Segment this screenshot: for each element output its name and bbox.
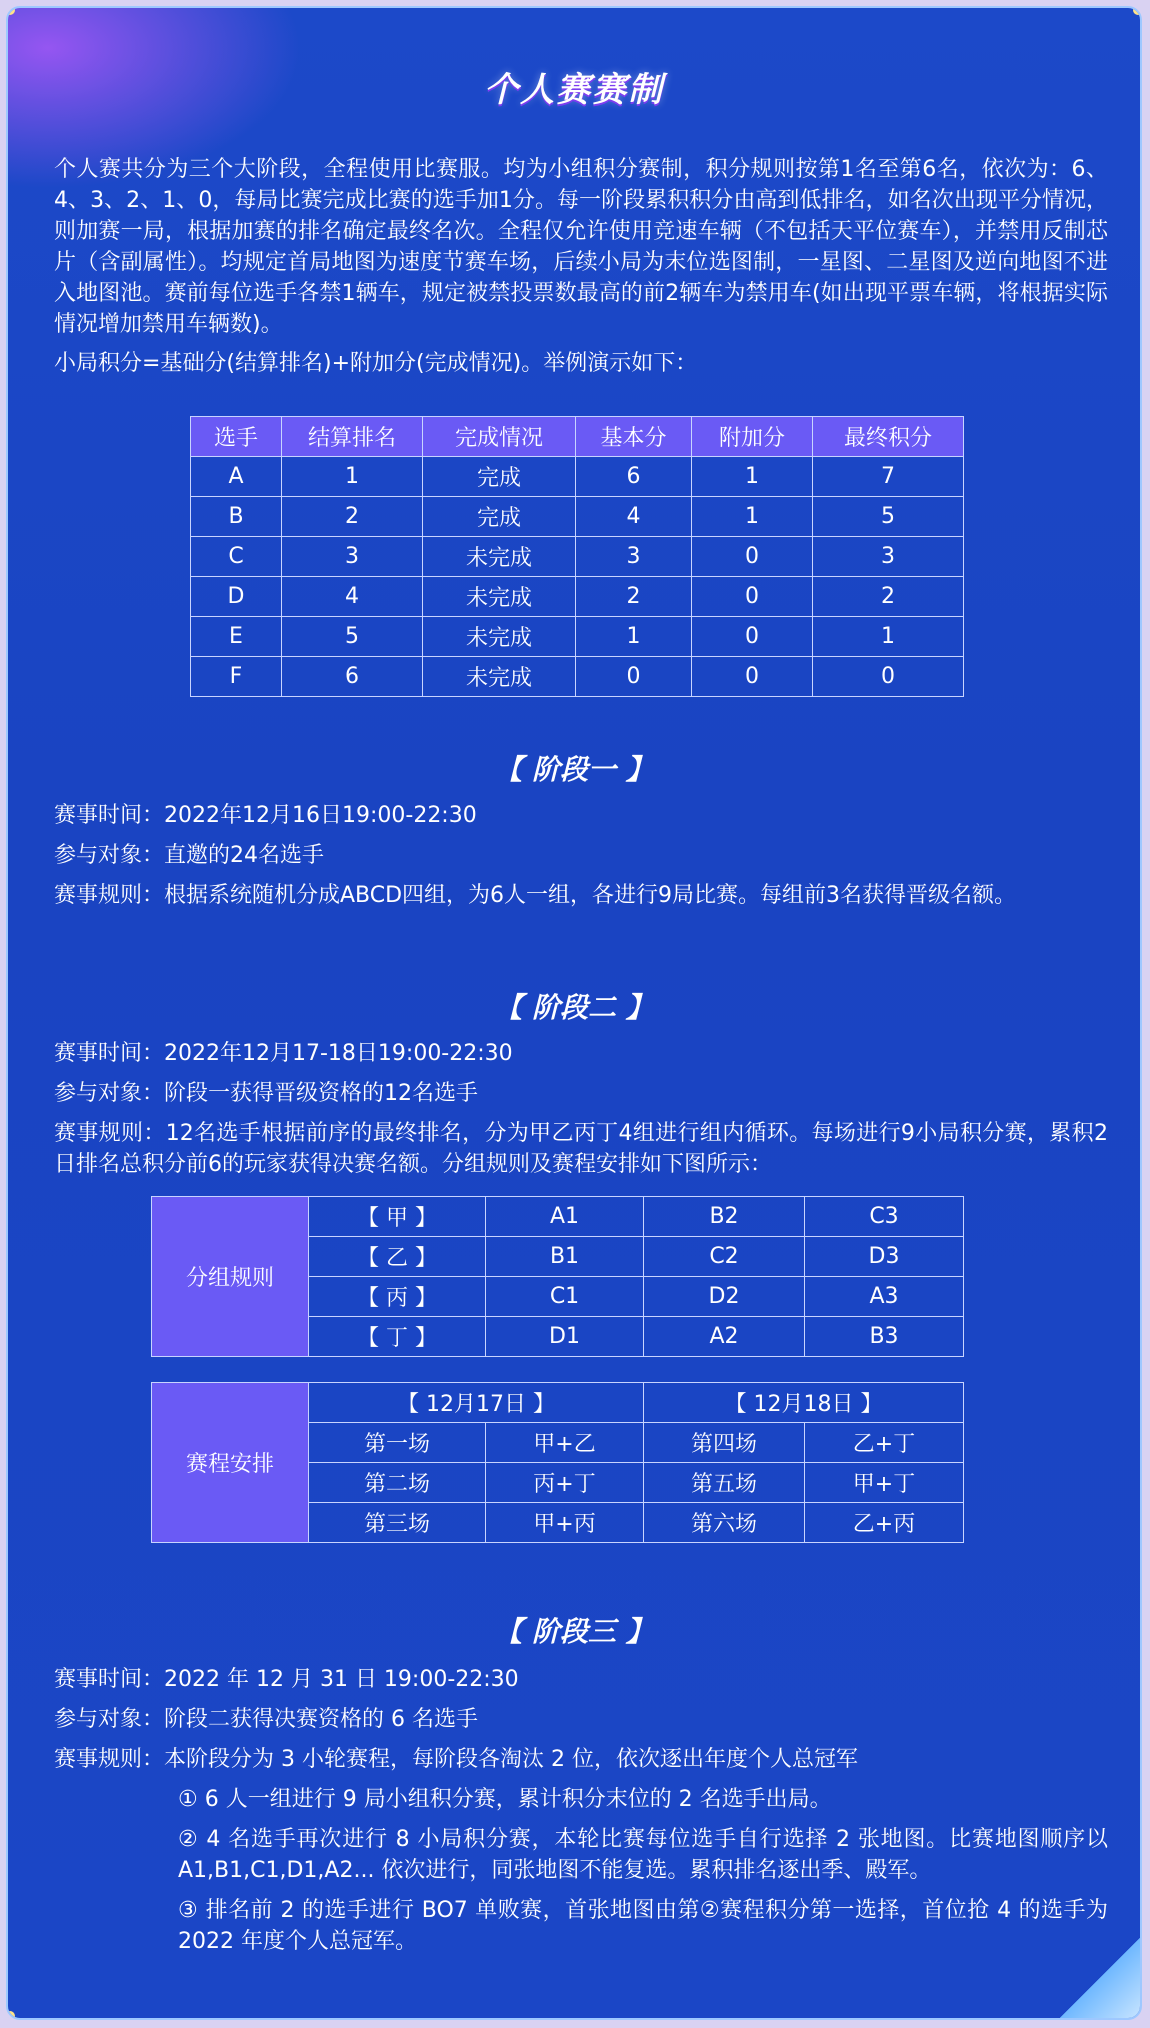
table-cell: 5 bbox=[813, 497, 964, 537]
intro-paragraph: 个人赛共分为三个大阶段，全程使用比赛服。均为小组积分赛制，积分规则按第1名至第6名，依次为：6、4、3、2、1、0，每局比赛完成比赛的选手加1分。每一阶段累积积分由高到低排名，如名次出现平分情况，则加赛一局，根据加赛的排名确定最终名次。全程仅允许使用竞速车辆（不包括天平位赛车），并禁用反制芯片（含副属性）。均规定首局地图为速度节赛车场，后续小局为末位选图制，一星图、二星图及逆向地图不进入地图池。赛前每位选手各禁1辆车，规定被禁投票数最高的前2辆车为禁用车(如出现平票车辆，将根据实际情况增加禁用车辆数)。 bbox=[54, 157, 1108, 337]
stage1-participants: 参与对象：直邀的24名选手 bbox=[54, 843, 324, 868]
table-cell: 完成 bbox=[423, 497, 576, 537]
table-cell: 0 bbox=[576, 657, 692, 697]
table-row bbox=[152, 1383, 964, 1423]
table-cell: 甲+丙 bbox=[486, 1503, 644, 1543]
group-table bbox=[151, 1196, 964, 1357]
table-cell: 第一场 bbox=[309, 1423, 486, 1463]
table-cell: 2 bbox=[576, 577, 692, 617]
table-cell: 1 bbox=[692, 457, 813, 497]
stage2-section bbox=[54, 1038, 1108, 1180]
table-cell: 甲+乙 bbox=[486, 1423, 644, 1463]
table-cell: B bbox=[191, 497, 282, 537]
table-cell: C1 bbox=[486, 1277, 644, 1317]
column-header: 基本分 bbox=[576, 417, 692, 457]
table-cell: 未完成 bbox=[423, 537, 576, 577]
table-cell: 甲+丁 bbox=[805, 1463, 964, 1503]
stage1-rules: 赛事规则：根据系统随机分成ABCD四组，为6人一组，各进行9局比赛。每组前3名获得晋级名额。 bbox=[54, 883, 1017, 908]
table-row bbox=[191, 657, 964, 697]
column-header: 选手 bbox=[191, 417, 282, 457]
stage2-time: 赛事时间：2022年12月17-18日19:00-22:30 bbox=[54, 1041, 513, 1066]
page-frame bbox=[6, 6, 1142, 2020]
table-cell: 【 甲 】 bbox=[309, 1197, 486, 1237]
table-cell: 0 bbox=[692, 617, 813, 657]
table-cell: 0 bbox=[692, 537, 813, 577]
table-cell: A3 bbox=[805, 1277, 964, 1317]
table-cell: D2 bbox=[644, 1277, 805, 1317]
table-cell: 3 bbox=[282, 537, 423, 577]
column-header: 结算排名 bbox=[282, 417, 423, 457]
table-row bbox=[191, 497, 964, 537]
corner-dot bbox=[1133, 6, 1142, 15]
stage3-item: ① 6 人一组进行 9 局小组积分赛，累计积分末位的 2 名选手出局。 bbox=[178, 1787, 832, 1812]
table-cell: 6 bbox=[576, 457, 692, 497]
stage3-rules: 赛事规则：本阶段分为 3 小轮赛程，每阶段各淘汰 2 位，依次逐出年度个人总冠军 bbox=[54, 1747, 858, 1772]
page-title: 个人赛赛制 bbox=[484, 70, 664, 110]
stage1-section bbox=[54, 800, 1108, 911]
table-cell: 未完成 bbox=[423, 577, 576, 617]
table-cell: B3 bbox=[805, 1317, 964, 1357]
table-row bbox=[191, 537, 964, 577]
table-cell: 1 bbox=[813, 617, 964, 657]
column-header: 附加分 bbox=[692, 417, 813, 457]
corner-dot bbox=[6, 6, 15, 15]
table-cell: 1 bbox=[576, 617, 692, 657]
intro-section bbox=[54, 154, 1108, 379]
schedule-table bbox=[151, 1382, 964, 1543]
column-header: 完成情况 bbox=[423, 417, 576, 457]
table-cell: A2 bbox=[644, 1317, 805, 1357]
table-cell: 2 bbox=[282, 497, 423, 537]
column-header: 最终积分 bbox=[813, 417, 964, 457]
table-cell: D1 bbox=[486, 1317, 644, 1357]
table-cell: E bbox=[191, 617, 282, 657]
schedule-day1: 【 12月17日 】 bbox=[309, 1383, 644, 1423]
table-cell: 【 丁 】 bbox=[309, 1317, 486, 1357]
table-cell: 7 bbox=[813, 457, 964, 497]
score-table-header bbox=[191, 417, 964, 457]
table-row bbox=[191, 577, 964, 617]
table-cell: 第二场 bbox=[309, 1463, 486, 1503]
table-cell: B2 bbox=[644, 1197, 805, 1237]
stage3-section bbox=[54, 1664, 1108, 1957]
table-cell: 2 bbox=[813, 577, 964, 617]
table-cell: 6 bbox=[282, 657, 423, 697]
table-cell: 0 bbox=[692, 577, 813, 617]
schedule-label: 赛程安排 bbox=[152, 1383, 309, 1543]
table-cell: C2 bbox=[644, 1237, 805, 1277]
table-cell: 3 bbox=[813, 537, 964, 577]
table-cell: D bbox=[191, 577, 282, 617]
table-row bbox=[152, 1197, 964, 1237]
stage3-title: 【 阶段三 】 bbox=[494, 1615, 654, 1648]
table-cell: 1 bbox=[282, 457, 423, 497]
stage3-participants: 参与对象：阶段二获得决赛资格的 6 名选手 bbox=[54, 1707, 478, 1732]
table-row bbox=[191, 457, 964, 497]
stage2-title: 【 阶段二 】 bbox=[494, 991, 654, 1024]
group-rule-label: 分组规则 bbox=[152, 1197, 309, 1357]
stage2-participants: 参与对象：阶段一获得晋级资格的12名选手 bbox=[54, 1081, 478, 1106]
stage3-item: ③ 排名前 2 的选手进行 BO7 单败赛，首张地图由第②赛程积分第一选择，首位抢 4 的选手为 2022 年度个人总冠军。 bbox=[178, 1898, 1108, 1954]
table-cell: 未完成 bbox=[423, 617, 576, 657]
stage3-item: ② 4 名选手再次进行 8 小局积分赛，本轮比赛每位选手自行选择 2 张地图。比赛地图顺序以 A1,B1,C1,D1,A2... 依次进行，同张地图不能复选。累积排名逐出季、殿军。 bbox=[178, 1827, 1108, 1883]
table-cell: 完成 bbox=[423, 457, 576, 497]
table-cell: 未完成 bbox=[423, 657, 576, 697]
table-cell: 丙+丁 bbox=[486, 1463, 644, 1503]
score-formula: 小局积分=基础分(结算排名)+附加分(完成情况)。举例演示如下： bbox=[54, 351, 698, 376]
table-cell: 【 乙 】 bbox=[309, 1237, 486, 1277]
table-cell: C bbox=[191, 537, 282, 577]
table-cell: 4 bbox=[282, 577, 423, 617]
table-cell: 5 bbox=[282, 617, 423, 657]
table-cell: 0 bbox=[692, 657, 813, 697]
table-row bbox=[191, 617, 964, 657]
table-cell: 乙+丁 bbox=[805, 1423, 964, 1463]
stage1-title: 【 阶段一 】 bbox=[494, 753, 654, 786]
table-cell: 第六场 bbox=[644, 1503, 805, 1543]
stage2-rules: 赛事规则：12名选手根据前序的最终排名，分为甲乙丙丁4组进行组内循环。每场进行9小局积分赛，累积2日排名总积分前6的玩家获得决赛名额。分组规则及赛程安排如下图所示： bbox=[54, 1121, 1108, 1177]
table-cell: 4 bbox=[576, 497, 692, 537]
table-cell: 1 bbox=[692, 497, 813, 537]
table-cell: A1 bbox=[486, 1197, 644, 1237]
table-cell: 乙+丙 bbox=[805, 1503, 964, 1543]
table-cell: 0 bbox=[813, 657, 964, 697]
table-cell: 第五场 bbox=[644, 1463, 805, 1503]
table-cell: B1 bbox=[486, 1237, 644, 1277]
stage1-time: 赛事时间：2022年12月16日19:00-22:30 bbox=[54, 803, 477, 828]
table-cell: 3 bbox=[576, 537, 692, 577]
stage3-time: 赛事时间：2022 年 12 月 31 日 19:00-22:30 bbox=[54, 1667, 519, 1692]
table-cell: C3 bbox=[805, 1197, 964, 1237]
table-cell: F bbox=[191, 657, 282, 697]
table-cell: A bbox=[191, 457, 282, 497]
corner-dot bbox=[6, 2011, 15, 2020]
table-cell: 第三场 bbox=[309, 1503, 486, 1543]
schedule-day2: 【 12月18日 】 bbox=[644, 1383, 964, 1423]
score-table bbox=[190, 416, 964, 697]
table-cell: 第四场 bbox=[644, 1423, 805, 1463]
table-cell: D3 bbox=[805, 1237, 964, 1277]
table-cell: 【 丙 】 bbox=[309, 1277, 486, 1317]
